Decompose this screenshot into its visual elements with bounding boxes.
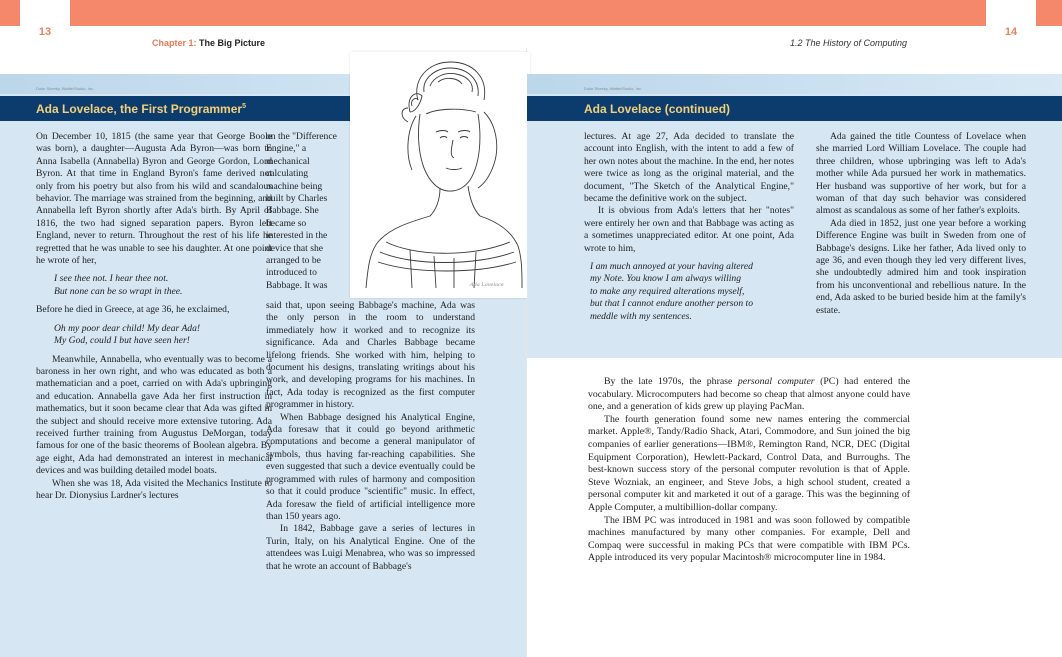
footnote-marker: 5 bbox=[242, 103, 246, 110]
emphasis-term: personal computer bbox=[737, 376, 815, 387]
portrait-sketch-icon bbox=[350, 52, 530, 298]
main-body-text bbox=[588, 376, 910, 565]
left-column-1 bbox=[36, 131, 272, 502]
quote-line: meddle with my sentences. bbox=[590, 310, 692, 322]
paragraph: When she was 18, Ada visited the Mechanics Institute to hear Dr. Dionysius Lardner's lectures bbox=[36, 477, 272, 501]
left-box-title-text: Ada Lovelace, the First Programmer bbox=[36, 102, 243, 116]
quote-line: my Note. You know I am always willing bbox=[590, 273, 742, 285]
poem-quote bbox=[54, 273, 272, 298]
quote-line: Oh my poor dear child! My dear Ada! bbox=[54, 322, 201, 334]
quote-line: I am much annoyed at your having altered bbox=[590, 261, 753, 273]
section-running-head: 1.2 The History of Computing bbox=[790, 38, 908, 48]
letter-quote bbox=[590, 261, 794, 323]
top-color-band bbox=[0, 0, 1062, 26]
quote-line: but that I cannot endure another person to bbox=[590, 298, 753, 310]
quote-line: I see thee not. I hear thee not. bbox=[54, 273, 169, 285]
paragraph: In 1842, Babbage gave a series of lectures in Turin, Italy, on his Analytical Engine. One of the attendees was Luigi Menabrea, who was so impressed that he wrote an account of Babbage's bbox=[266, 523, 475, 572]
portrait-signature: Ada Lovelace bbox=[470, 282, 504, 288]
right-column-1 bbox=[584, 131, 794, 329]
left-photo-credit: Duke Sheeky, Wattle/Studio, Inc. bbox=[36, 86, 95, 91]
chapter-title: The Big Picture bbox=[199, 38, 266, 48]
text-run: By the late 1970s, the phrase bbox=[604, 376, 738, 387]
paragraph: The IBM PC was introduced in 1981 and was soon followed by compatible machines manufactured by many other companies. For example, Dell and Compaq were successful in making PCs that were compatible with IBM PCs. Apple introduced its very popular Macintosh® microcomputer line in 1984. bbox=[588, 514, 910, 564]
paragraph: When Babbage designed his Analytical Engine, Ada foresaw that it could go beyond arithmetic computations and become a general manipulator of symbols, thus having far-reaching capabilities. She even suggested that such a device eventually could be programmed with rules of harmony and composition so that it could produce "scientific" music. In effect, Ada foresaw the field of artificial intelligence more than 150 years ago. bbox=[266, 411, 475, 522]
paragraph: The fourth generation found some new names entering the commercial market. Apple®, Tandy/Radio Shack, Atari, Commodore, and Sun joined the big companies of earlier generations—IBM®, Remington Rand, NCR, DEC (Digital Equipment Corporation), Hewlett-Packard, Control Data, and Burroughs. The best-known success story of the personal computer revolution is that of Apple. Steve Wozniak, an engineer, and Steve Jobs, a high school student, created a personal computer kit and marketed it out of a garage. This was the beginning of Apple Computer, a multibillion-dollar company. bbox=[588, 413, 910, 513]
paragraph: lectures. At age 27, Ada decided to translate the account into English, with the intent to add a few of her own notes about the machine. In the end, her notes were twice as long as the original material, and the document, "The Sketch of the Analytical Engine," became the definitive work on the subject. bbox=[584, 131, 794, 205]
paragraph bbox=[588, 376, 910, 414]
paragraph: It is obvious from Ada's letters that her "notes" were entirely her own and that Babbage was acting as a sometimes unappreciated editor. At one point, Ada wrote to him, bbox=[584, 205, 794, 254]
left-column-2 bbox=[266, 300, 475, 573]
paragraph: Ada died in 1852, just one year before a working Difference Engine was built in Sweden from one of Babbage's designs. Like her father, Ada lived only to age 36, and even though they led very different lives, she undoubtedly admired him and took inspiration from his unconventional and rebellious nature. In the end, Ada asked to be buried beside him at the family's estate. bbox=[816, 217, 1026, 316]
chapter-running-head bbox=[152, 38, 265, 48]
ada-lovelace-portrait bbox=[350, 52, 530, 298]
right-column-2 bbox=[816, 131, 1026, 317]
paragraph: On December 10, 1815 (the same year that George Boole was born), a daughter—Augusta Ada Byron—was born to Anna Isabella (Annabella) Byron and George Gordon, Lord Byron. At that time in England Byron's fame derived not only from his poetry but also from his wild and scandalous behavior. The marriage was strained from the beginning, and Annabella left Byron shortly after Ada's birth. By April of 1816, the two had signed separation papers. Byron left England, never to return. Throughout the rest of his life he regretted that he was unable to see his daughter. At one point he wrote of her, bbox=[36, 131, 272, 267]
right-photo-credit: Duke Sheeky, Wattle/Studio, Inc. bbox=[584, 86, 643, 91]
right-page-number: 14 bbox=[986, 0, 1036, 46]
paragraph: on the "Difference Engine," a mechanical calculating machine being built by Charles Babbage. She became so interested in the device that she arranged to be introduced to Babbage. It was bbox=[266, 131, 337, 291]
chapter-label: Chapter 1: bbox=[152, 38, 197, 48]
text-run: (PC) had entered the vocabulary. Microcomputers had become so cheap that almost anyone could have one, and a generation of kids grew up playing PacMan. bbox=[588, 376, 910, 413]
left-column-2-narrow bbox=[266, 131, 342, 292]
left-page-number: 13 bbox=[20, 0, 70, 46]
right-box-title: Ada Lovelace (continued) bbox=[527, 96, 1062, 121]
quote-line: to make any required alterations myself, bbox=[590, 285, 745, 297]
right-header-strip bbox=[527, 74, 1062, 94]
paragraph: Meanwhile, Annabella, who eventually was to become a baroness in her own right, and who was educated as both a mathematician and a poet, carried on with Ada's upbringing and education. Annabella gave Ada her first instruction in mathematics, but it soon became clear that Ada was gifted in the subject and should receive more extensive tutoring. Ada received further training from Augustus DeMorgan, today famous for one of the basic theorems of Boolean algebra. By age eight, Ada had demonstrated an interest in mechanical devices and was building detailed model boats. bbox=[36, 353, 272, 477]
quote-line: My God, could I but have seen her! bbox=[54, 335, 190, 347]
exclaim-quote bbox=[54, 323, 272, 348]
paragraph: said that, upon seeing Babbage's machine, Ada was the only person in the room to understand immediately how it worked and to recognize its significance. Ada and Charles Babbage became lifelong friends. She worked with him, helping to document his designs, translating writings about his work, and developing programs for his machines. In fact, Ada today is recognized as the first computer programmer in history. bbox=[266, 300, 475, 411]
quote-line: But none can be so wrapt in thee. bbox=[54, 285, 183, 297]
paragraph: Before he died in Greece, at age 36, he exclaimed, bbox=[36, 304, 230, 316]
paragraph: Ada gained the title Countess of Lovelace when she married Lord William Lovelace. The couple had three children, whose upbringing was left to Ada's mother while Ada pursued her work in mathematics. Her husband was supportive of her work, but for a woman of that day such behavior was considered almost as scandalous as some of her father's exploits. bbox=[816, 131, 1026, 217]
